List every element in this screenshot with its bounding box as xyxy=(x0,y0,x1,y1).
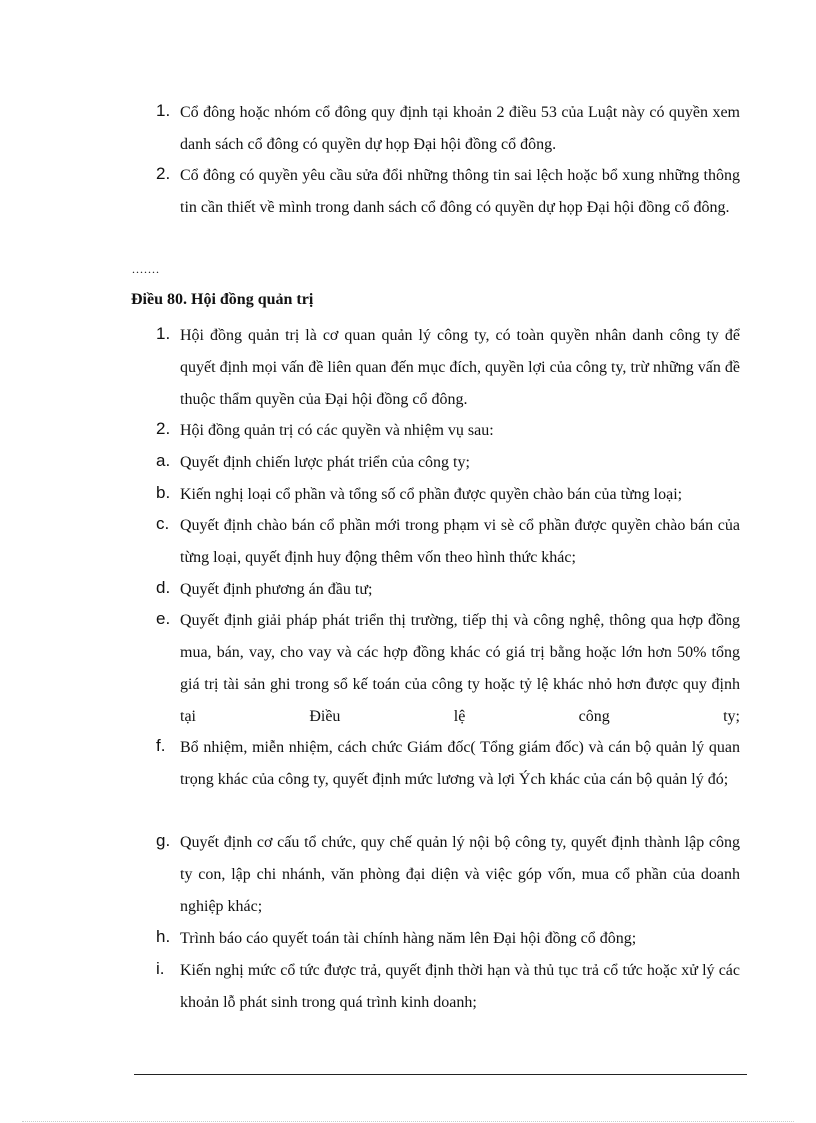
list-marker: 1. xyxy=(156,101,171,120)
list-item-text: Quyết định phương án đầu tư; xyxy=(180,581,373,598)
list-item-text: Kiến nghị mức cổ tức được trả, quyết định thời hạn và thủ tục trả cổ tức hoặc xử lý các khoản lỗ phát sinh trong quá trình kinh doanh; xyxy=(180,962,740,1011)
list-item xyxy=(156,955,740,1019)
list-item xyxy=(156,923,740,955)
list-marker: g. xyxy=(156,831,171,850)
list-item-text: Cổ đông có quyền yêu cầu sửa đổi những thông tin sai lệch hoặc bổ xung những thông tin cần thiết về mình trong danh sách cổ đông có quyền dự họp Đại hội đồng cổ đông. xyxy=(180,167,740,216)
list-item xyxy=(156,97,740,161)
list-item-text: Hội đồng quản trị là cơ quan quản lý công ty, có toàn quyền nhân danh công ty để quyết định mọi vấn đề liên quan đến mục đích, quyền lợi của công ty, trừ những vấn đề thuộc thẩm quyền của Đại hội đồng cổ đông. xyxy=(180,327,740,408)
list-marker: i. xyxy=(156,959,165,978)
list-marker: 2. xyxy=(156,164,171,183)
list-item xyxy=(156,732,740,796)
list-marker: c. xyxy=(156,514,170,533)
list-marker: a. xyxy=(156,451,171,470)
list-item-text: Bổ nhiệm, miễn nhiệm, cách chức Giám đốc( Tổng giám đốc) và cán bộ quản lý quan trọng khác của công ty, quyết định mức lương và lợi Ých khác của cán bộ quản lý đó; xyxy=(180,739,740,788)
list-marker: d. xyxy=(156,578,171,597)
list-item-text: Quyết định giải pháp phát triển thị trường, tiếp thị và công nghệ, thông qua hợp đồng mua, bán, vay, cho vay và các hợp đồng khác có giá trị bằng hoặc lớn hơn 50% tổng giá trị tài sản ghi trong sổ kế toán của công ty hoặc tỷ lệ khác nhỏ hơn được quy định tại Điều lệ công ty; xyxy=(180,612,740,725)
list-item-text: Quyết định cơ cấu tổ chức, quy chế quản lý nội bộ công ty, quyết định thành lập công ty con, lập chi nhánh, văn phòng đại diện và việc góp vốn, mua cổ phần của doanh nghiệp khác; xyxy=(180,834,740,915)
list-marker: e. xyxy=(156,609,171,628)
list-item-text: Quyết định chiến lược phát triển của công ty; xyxy=(180,454,470,471)
footer-rule xyxy=(134,1074,747,1075)
list-item xyxy=(156,574,740,606)
list-item-text: Kiến nghị loại cổ phần và tổng số cổ phần được quyền chào bán của từng loại; xyxy=(180,486,683,503)
list-item xyxy=(156,827,740,923)
list-marker: h. xyxy=(156,927,171,946)
list-item-text: Hội đồng quản trị có các quyền và nhiệm vụ sau: xyxy=(180,422,494,439)
page-edge-divider xyxy=(22,1121,794,1122)
list-item xyxy=(156,479,740,511)
list-marker: b. xyxy=(156,483,171,502)
list-item xyxy=(156,605,740,733)
list-item xyxy=(156,320,740,416)
list-item xyxy=(156,415,740,447)
list-item-text: Cổ đông hoặc nhóm cổ đông quy định tại khoản 2 điều 53 của Luật này có quyền xem danh sách cổ đông có quyền dự họp Đại hội đồng cổ đông. xyxy=(180,104,740,153)
list-item xyxy=(156,160,740,224)
list-marker: 1. xyxy=(156,324,171,343)
list-marker: f. xyxy=(156,736,166,755)
list-item-text: Trình báo cáo quyết toán tài chính hàng năm lên Đại hội đồng cổ đông; xyxy=(180,930,637,947)
list-item xyxy=(156,447,740,479)
list-item-text: Quyết định chào bán cổ phần mới trong phạm vi sè cổ phần được quyền chào bán của từng loại, quyết định huy động thêm vốn theo hình thức khác; xyxy=(180,517,740,566)
list-marker: 2. xyxy=(156,419,171,438)
article-heading: Điều 80. Hội đồng quản trị xyxy=(131,291,314,308)
list-item xyxy=(156,510,740,574)
ellipsis: ....... xyxy=(132,262,160,276)
